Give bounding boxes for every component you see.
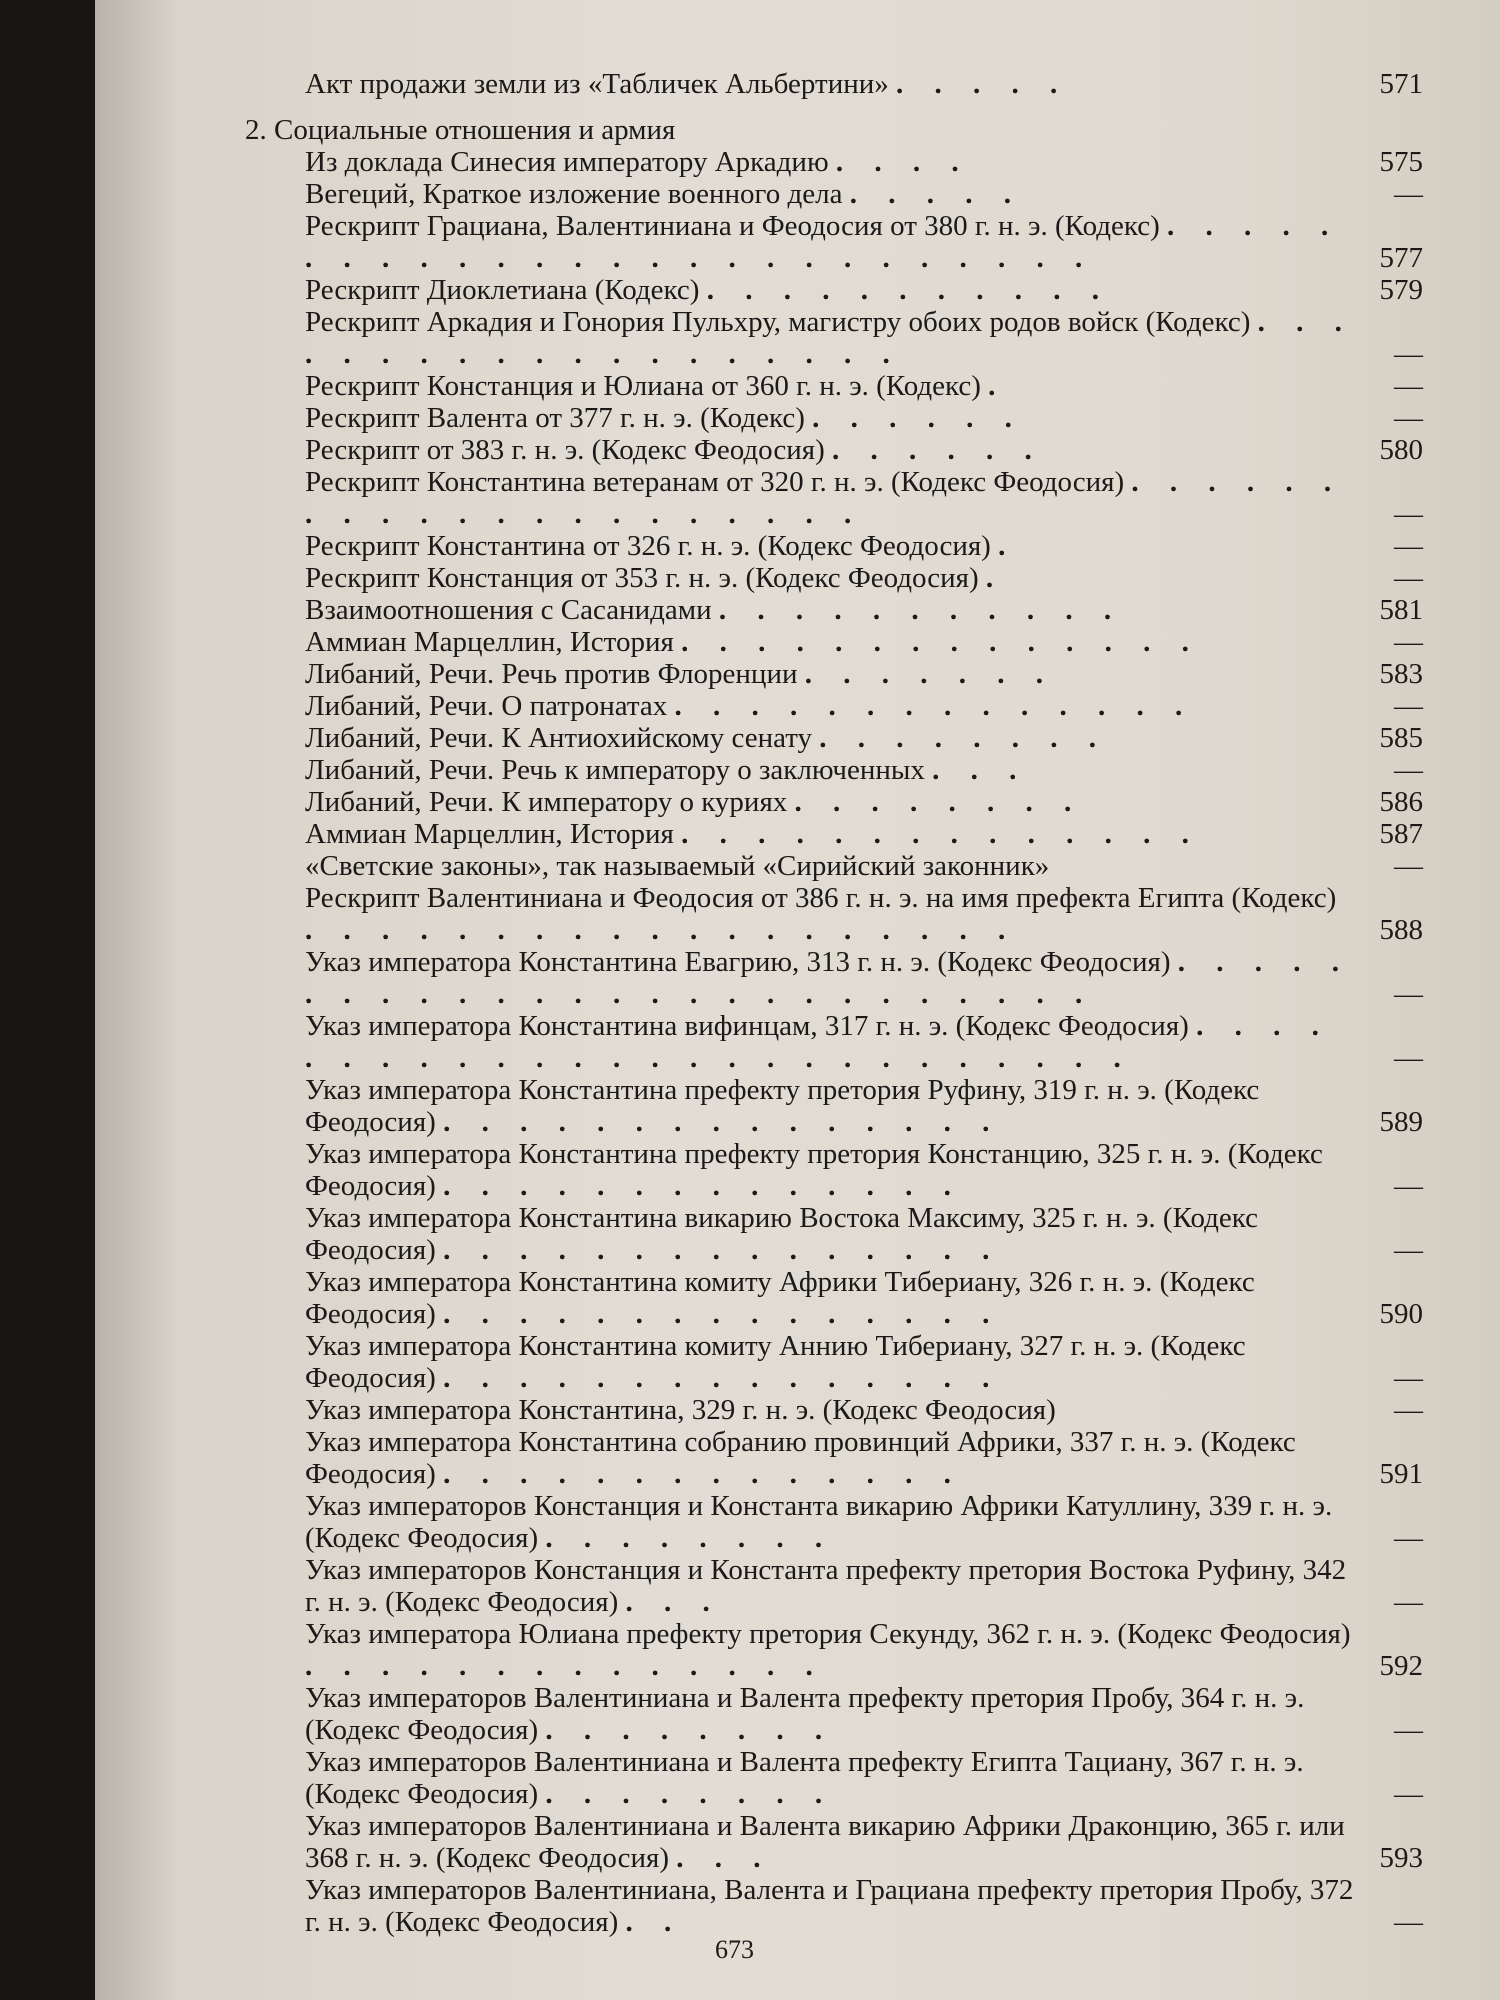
entry-page: 587 — [1379, 818, 1423, 850]
leader-dots: . . . . . . . . . . . . . . — [443, 1458, 963, 1490]
entry-title: Указ императора Константина, 329 г. н. э. (Кодекс Феодосия) — [305, 1394, 1056, 1426]
leader-dots: . . . . . . . . . . . . . . . . . . . . . . . . . . — [305, 210, 1341, 274]
toc-entry — [245, 402, 1435, 434]
toc-entry — [245, 146, 1435, 178]
entry-title: Рескрипт Констанция от 353 г. н. э. (Кодекс Феодосия) — [305, 562, 979, 594]
leader-dots: . — [985, 562, 1006, 594]
leader-dots: . . . . . . . . . . . . . . . — [443, 1234, 1002, 1266]
entry-title: Указ императора Константина префекту претория Констанцию, 325 г. н. э. (Кодекс Феодосия) — [305, 1138, 1323, 1202]
entry-page: 589 — [1379, 1106, 1423, 1138]
entry-title: Указ императора Константина вифинцам, 317 г. н. э. (Кодекс Феодосия) — [305, 1010, 1189, 1042]
entry-page: 592 — [1379, 1650, 1423, 1682]
entry-page: — — [1394, 1906, 1423, 1938]
toc-entry — [245, 370, 1435, 402]
entry-list — [245, 146, 1435, 1938]
entry-title: Либаний, Речи. Речь против Флоренции — [305, 658, 798, 690]
entry-title: Рескрипт Валента от 377 г. н. э. (Кодекс) — [305, 402, 805, 434]
leader-dots: . . . . . . . . . . . — [718, 594, 1124, 626]
toc-entry — [245, 818, 1435, 850]
toc-entry — [245, 626, 1435, 658]
toc-entry — [245, 1202, 1435, 1266]
entry-title: Рескрипт Аркадия и Гонория Пульхру, магистру обоих родов войск (Кодекс) — [305, 306, 1251, 338]
toc-entry — [245, 1490, 1435, 1554]
toc-entry — [245, 274, 1435, 306]
entry-page: 581 — [1379, 594, 1423, 626]
toc-entry — [245, 306, 1435, 370]
leader-dots: . . . . . . . . . . . . . . — [305, 1650, 825, 1682]
toc-entry — [245, 594, 1435, 626]
leader-dots: . . . . . . . . . . . . . . . — [443, 1106, 1002, 1138]
leader-dots: . . . . . . . . — [545, 1778, 835, 1810]
toc-entry — [245, 754, 1435, 786]
entry-title: Либаний, Речи. К Антиохийскому сенату — [305, 722, 813, 754]
entry-title: Вегеций, Краткое изложение военного дела — [305, 178, 843, 210]
entry-title: Рескрипт от 383 г. н. э. (Кодекс Феодосия) — [305, 434, 825, 466]
toc-entry — [245, 882, 1435, 946]
toc-entry — [245, 1394, 1435, 1426]
toc-entry — [245, 786, 1435, 818]
entry-page: — — [1394, 1714, 1423, 1746]
toc-entry — [245, 1554, 1435, 1618]
entry-title: Указ императора Константина Евагрию, 313 г. н. э. (Кодекс Феодосия) — [305, 946, 1171, 978]
entry-page: — — [1394, 1362, 1423, 1394]
toc-entry — [245, 178, 1435, 210]
leader-dots: . . . . . . . . . . . . . . — [681, 626, 1201, 658]
entry-page: — — [1394, 850, 1423, 882]
toc-entry — [245, 850, 1435, 882]
leader-dots: . — [998, 530, 1018, 562]
leader-dots: . . . . . . . . . . . . . . — [681, 818, 1201, 850]
toc-entry-top — [245, 68, 1435, 100]
entry-page: — — [1394, 562, 1423, 594]
entry-title: Указ императора Константина префекту претория Руфину, 319 г. н. э. (Кодекс Феодосия) — [305, 1074, 1260, 1138]
toc-entry — [245, 690, 1435, 722]
toc-entry — [245, 434, 1435, 466]
section-heading — [245, 114, 1435, 146]
entry-title: «Светские законы», так называемый «Сирийский законник» — [305, 850, 1050, 882]
toc-entry — [245, 466, 1435, 530]
leader-dots: . . . . . . . . — [545, 1714, 835, 1746]
leader-dots: . . . . . . . . . . . . . . . . . . . . . . . . . . — [305, 1010, 1331, 1074]
entry-title: Указ императора Константина комиту Аннию Тибериану, 327 г. н. э. (Кодекс Феодосия) — [305, 1330, 1246, 1394]
entry-page: — — [1394, 626, 1423, 658]
entry-page: — — [1394, 754, 1423, 786]
entry-title: Указ императоров Валентиниана и Валента префекту Египта Тациану, 367 г. н. э. (Кодекс Феодосия) — [305, 1746, 1304, 1810]
leader-dots: . — [988, 370, 1008, 402]
toc-entry — [245, 1266, 1435, 1330]
entry-title: Взаимоотношения с Сасанидами — [305, 594, 712, 626]
leader-dots: . . . . . . . . . . . . . . — [674, 690, 1195, 722]
toc-entry — [245, 1618, 1435, 1682]
leader-dots: . . . . . . . — [804, 658, 1055, 690]
entry-page: 586 — [1379, 786, 1423, 818]
entry-title: Указ императоров Констанция и Константа викарию Африки Катуллину, 339 г. н. э. (Кодекс Феодосия) — [305, 1490, 1333, 1554]
entry-page: — — [1394, 1234, 1423, 1266]
entry-title: Рескрипт Диоклетиана (Кодекс) — [305, 274, 700, 306]
entry-title: Либаний, Речи. Речь к императору о заключенных — [305, 754, 925, 786]
entry-page: 580 — [1379, 434, 1423, 466]
entry-page: — — [1394, 402, 1423, 434]
entry-title: Рескрипт Валентиниана и Феодосия от 386 г. н. э. на имя префекта Египта (Кодекс) — [305, 882, 1337, 914]
entry-title: Указ императоров Валентиниана и Валента викарию Африки Драконцию, 365 г. или 368 г. н. э. (Кодекс Феодосия) — [305, 1810, 1345, 1874]
entry-page: — — [1394, 530, 1423, 562]
entry-title: Акт продажи земли из «Табличек Альбертини» — [305, 68, 889, 100]
entry-page: 585 — [1379, 722, 1423, 754]
entry-page: — — [1394, 1042, 1423, 1074]
entry-title: Указ императора Константина собранию провинций Африки, 337 г. н. э. (Кодекс Феодосия) — [305, 1426, 1296, 1490]
toc-entry — [245, 1074, 1435, 1138]
entry-page: — — [1394, 338, 1423, 370]
toc-entry — [245, 530, 1435, 562]
table-of-contents — [245, 68, 1435, 1938]
leader-dots: . . . . . . . . . . . . . . . . . . . . . — [305, 466, 1344, 530]
toc-entry — [245, 722, 1435, 754]
entry-page: 571 — [1379, 68, 1423, 100]
leader-dots: . . . . . . . . . . . . . . — [443, 1170, 963, 1202]
entry-title: Рескрипт Константина ветеранам от 320 г. н. э. (Кодекс Феодосия) — [305, 466, 1125, 498]
entry-title: Рескрипт Констанция и Юлиана от 360 г. н. э. (Кодекс) — [305, 370, 981, 402]
toc-entry — [245, 658, 1435, 690]
toc-entry — [245, 1874, 1435, 1938]
leader-dots: . . . . . . . . . . . . . . . — [443, 1362, 1002, 1394]
leader-dots: . . . . — [835, 146, 971, 178]
entry-title: Либаний, Речи. К императору о куриях — [305, 786, 788, 818]
entry-title: Указ императоров Констанция и Константа префекту претория Востока Руфину, 342 г. н. э. (Кодекс Феодосия) — [305, 1554, 1347, 1618]
leader-dots: . . . . . . . . . . . . . . . . . . . — [305, 914, 1018, 946]
entry-page: 583 — [1379, 658, 1423, 690]
leader-dots: . . — [625, 1906, 684, 1938]
entry-page: — — [1394, 690, 1423, 722]
leader-dots: . . . . . . . . . . . . . . . — [443, 1298, 1002, 1330]
entry-page: 577 — [1379, 242, 1423, 274]
entry-page: 579 — [1379, 274, 1423, 306]
entry-page: — — [1394, 1586, 1423, 1618]
toc-entry — [245, 1426, 1435, 1490]
entry-title: Рескрипт Грациана, Валентиниана и Феодосия от 380 г. н. э. (Кодекс) — [305, 210, 1160, 242]
toc-entry — [245, 210, 1435, 274]
entry-title: Указ императоров Валентиниана, Валента и Грациана префекту претория Пробу, 372 г. н. э. (Кодекс Феодосия) — [305, 1874, 1354, 1938]
leader-dots: . . . . . — [896, 68, 1070, 100]
entry-title: Аммиан Марцеллин, История — [305, 626, 674, 658]
entry-title: Указ императора Юлиана префекту претория Секунду, 362 г. н. э. (Кодекс Феодосия) — [305, 1618, 1351, 1650]
entry-title: Указ императора Константина комиту Африки Тибериану, 326 г. н. э. (Кодекс Феодосия) — [305, 1266, 1255, 1330]
entry-page: — — [1394, 978, 1423, 1010]
entry-page: 590 — [1379, 1298, 1423, 1330]
entry-page: — — [1394, 370, 1423, 402]
section-title: 2. Социальные отношения и армия — [245, 114, 676, 146]
entry-page: — — [1394, 1778, 1423, 1810]
entry-title: Аммиан Марцеллин, История — [305, 818, 674, 850]
toc-entry — [245, 1138, 1435, 1202]
entry-title: Указ императоров Валентиниана и Валента префекту претория Пробу, 364 г. н. э. (Кодекс Феодосия) — [305, 1682, 1305, 1746]
leader-dots: . . . . . . — [832, 434, 1044, 466]
toc-entry — [245, 562, 1435, 594]
entry-page: 593 — [1379, 1842, 1423, 1874]
leader-dots: . . . — [676, 1842, 773, 1874]
entry-title: Указ императора Константина викарию Востока Максиму, 325 г. н. э. (Кодекс Феодосия) — [305, 1202, 1259, 1266]
entry-page: — — [1394, 1170, 1423, 1202]
entry-title: Либаний, Речи. О патронатах — [305, 690, 668, 722]
toc-entry — [245, 1810, 1435, 1874]
page-number: 673 — [715, 1935, 754, 1964]
entry-title: Рескрипт Константина от 326 г. н. э. (Кодекс Феодосия) — [305, 530, 991, 562]
entry-page: 588 — [1379, 914, 1423, 946]
toc-entry — [245, 1746, 1435, 1810]
book-page — [95, 0, 1500, 2000]
leader-dots: . . . . . . . . — [794, 786, 1084, 818]
toc-entry — [245, 1682, 1435, 1746]
leader-dots: . . . . . . . . . . . . . . . . . . . . . . . . . . — [305, 946, 1352, 1010]
entry-title: Из доклада Синесия императору Аркадию — [305, 146, 829, 178]
entry-page: — — [1394, 1394, 1423, 1426]
leader-dots: . . . . . . . . . . . — [706, 274, 1111, 306]
leader-dots: . . . — [932, 754, 1029, 786]
leader-dots: . . . — [625, 1586, 722, 1618]
leader-dots: . . . . . . . . — [819, 722, 1109, 754]
entry-page: 591 — [1379, 1458, 1423, 1490]
leader-dots: . . . . . . . . — [545, 1522, 835, 1554]
toc-entry — [245, 1010, 1435, 1074]
entry-page: — — [1394, 498, 1423, 530]
toc-entry — [245, 946, 1435, 1010]
leader-dots: . . . . . . — [812, 402, 1024, 434]
entry-page: — — [1394, 178, 1423, 210]
toc-entry — [245, 1330, 1435, 1394]
entry-page: 575 — [1379, 146, 1423, 178]
leader-dots: . . . . . — [849, 178, 1023, 210]
entry-page: — — [1394, 1522, 1423, 1554]
leader-dots: . . . . . . . . . . . . . . . . . . . — [305, 306, 1354, 370]
